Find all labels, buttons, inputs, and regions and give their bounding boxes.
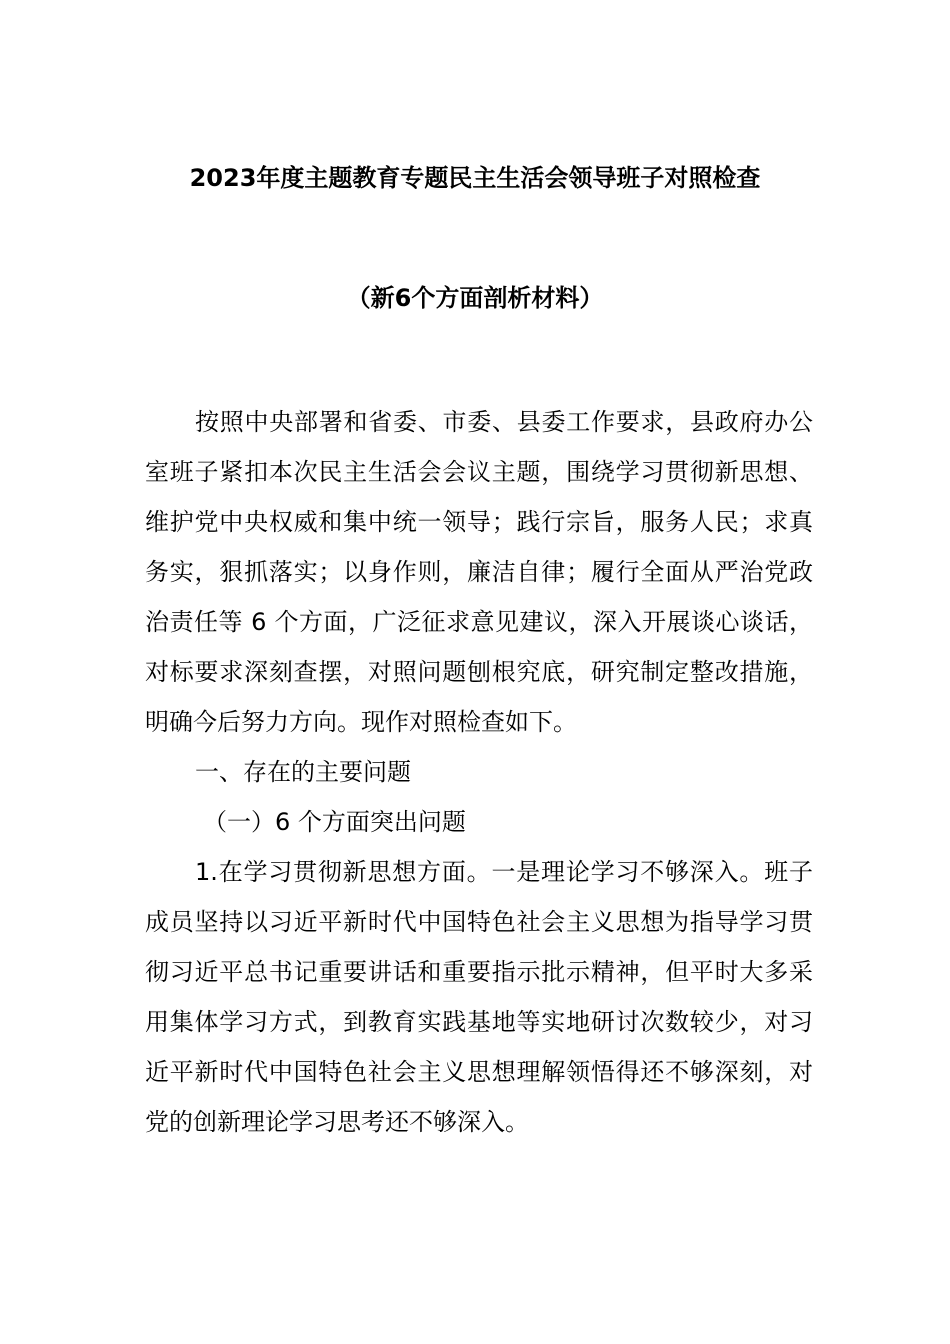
document-title: 2023年度主题教育专题民主生活会领导班子对照检查 [189, 164, 761, 192]
item-paragraph: 1.在学习贯彻新思想方面。一是理论学习不够深入。班子成员坚持以习近平新时代中国特色社会主义思想为指导学习贯彻习近平总书记重要讲话和重要指示批示精神，但平时大多采用集体学习方式，到教育实践基地等实地研讨次数较少，对习近平新时代中国特色社会主义思想理解领悟得还不够深刻，对党的创新理论学习思考还不够深入。 [145, 858, 813, 1136]
section-heading: 一、存在的主要问题 [195, 758, 411, 786]
document-subtitle: （新6个方面剖析材料） [346, 284, 604, 312]
subsection-heading: （一）6 个方面突出问题 [203, 808, 466, 836]
intro-paragraph: 按照中央部署和省委、市委、县委工作要求，县政府办公室班子紧扣本次民主生活会会议主题，围绕学习贯彻新思想、维护党中央权威和集中统一领导；践行宗旨，服务人民；求真务实，狠抓落实；以身作则，廉洁自律；履行全面从严治党政治责任等 6 个方面，广泛征求意见建议，深入开展谈心谈话，对标要求深刻查摆，对照问题刨根究底，研究制定整改措施，明确今后努力方向。现作对照检查如下。 [145, 408, 813, 736]
document-body [145, 397, 813, 1147]
